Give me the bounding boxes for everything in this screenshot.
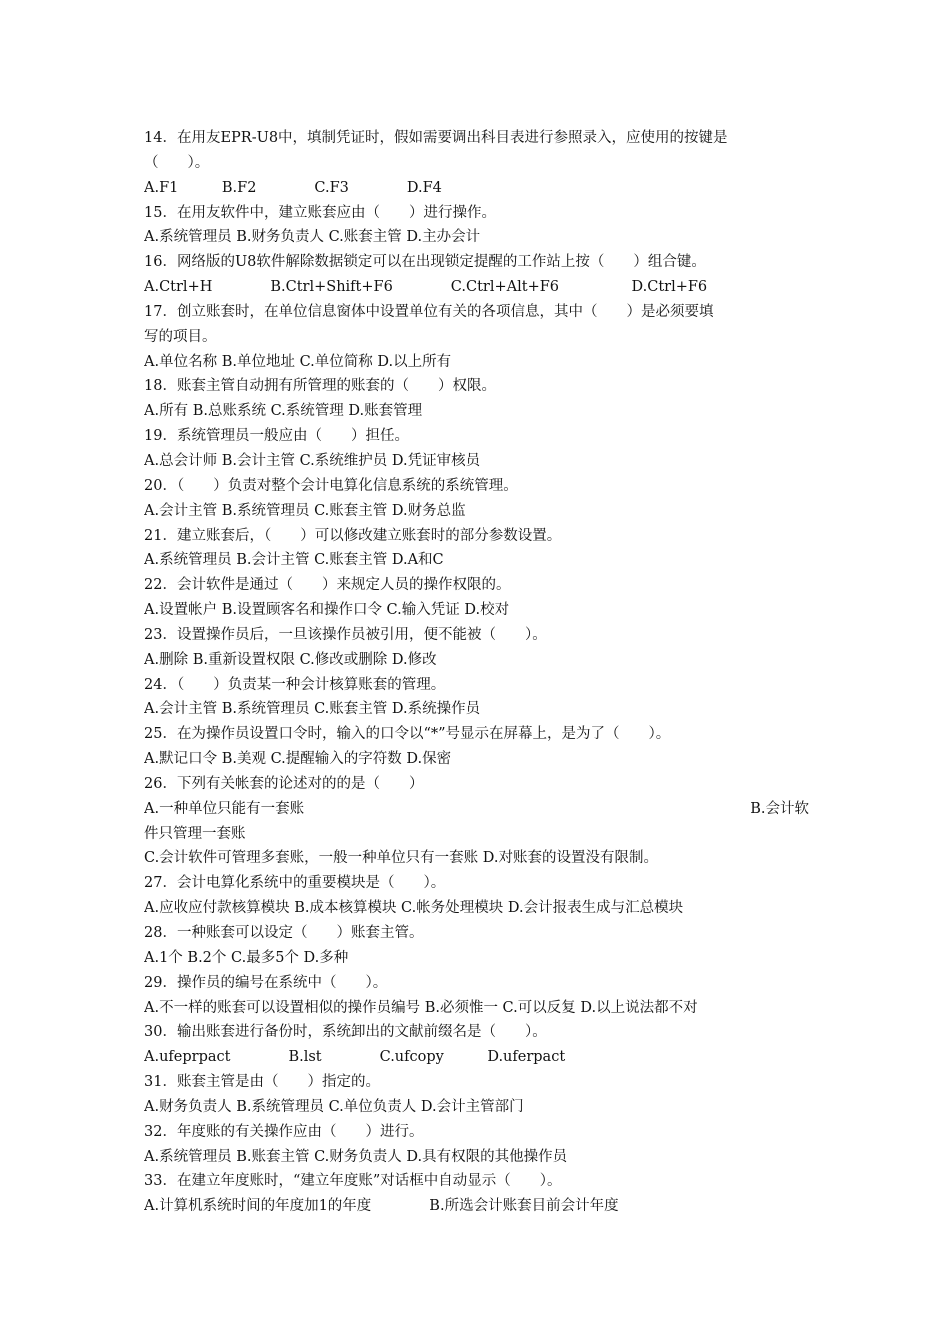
text-line: 31．账套主管是由（ ）指定的。 <box>144 1074 380 1091</box>
text-line: （ ）。 <box>144 154 210 171</box>
text-line: 件只管理一套账 <box>144 825 246 842</box>
text-line: 23．设置操作员后，一旦该操作员被引用，便不能被（ ）。 <box>144 626 547 643</box>
text-line: A.默记口令 B.美观 C.提醒输入的字符数 D.保密 <box>144 751 452 768</box>
text-line: A.会计主管 B.系统管理员 C.账套主管 D.系统操作员 <box>144 701 481 718</box>
text-line: 20．（ ）负责对整个会计电算化信息系统的系统管理。 <box>144 477 518 494</box>
text-line: A.总会计师 B.会计主管 C.系统维护员 D.凭证审核员 <box>144 452 481 469</box>
text-line: 17．创立账套时，在单位信息窗体中设置单位有关的各项信息，其中（ ）是必须要填 <box>144 303 714 320</box>
question-text-block <box>144 126 809 1219</box>
text-line: A.F1 B.F2 C.F3 D.F4 <box>144 179 442 196</box>
text-line: A.系统管理员 B.会计主管 C.账套主管 D.A和C <box>144 552 444 569</box>
text-line: A.删除 B.重新设置权限 C.修改或删除 D.修改 <box>144 651 437 668</box>
q26-option-b: B.会计软 <box>750 800 809 817</box>
text-line: A.系统管理员 B.账套主管 C.财务负责人 D.具有权限的其他操作员 <box>144 1148 568 1165</box>
text-line: A.1个 B.2个 C.最多5个 D.多种 <box>144 949 349 966</box>
text-line: 26．下列有关帐套的论述对的的是（ ） <box>144 775 424 792</box>
text-line: 24．（ ）负责某一种会计核算账套的管理。 <box>144 676 446 693</box>
text-line: 22．会计软件是通过（ ）来规定人员的操作权限的。 <box>144 577 511 594</box>
text-line: A.系统管理员 B.财务负责人 C.账套主管 D.主办会计 <box>144 229 481 246</box>
text-line: 19．系统管理员一般应由（ ）担任。 <box>144 428 409 445</box>
text-line: A.ufeprpact B.lst C.ufcopy D.uferpact <box>144 1049 566 1066</box>
text-line: 28．一种账套可以设定（ ）账套主管。 <box>144 925 424 941</box>
text-line: A.Ctrl+H B.Ctrl+Shift+F6 C.Ctrl+Alt+F6 D.Ctrl+F6 <box>144 279 708 296</box>
text-line: A.不一样的账套可以设置相似的操作员编号 B.必须惟一 C.可以反复 D.以上说法都不对 <box>144 999 698 1016</box>
text-line: 18．账套主管自动拥有所管理的账套的（ ）权限。 <box>144 378 496 395</box>
text-line: A.会计主管 B.系统管理员 C.账套主管 D.财务总监 <box>144 502 466 519</box>
text-line: A.计算机系统时间的年度加1的年度 B.所选会计账套目前会计年度 <box>144 1198 619 1215</box>
text-line: 14．在用友EPR-U8中，填制凭证时，假如需要调出科目表进行参照录入，应使用的按键是 <box>144 130 728 146</box>
text-line: A.财务负责人 B.系统管理员 C.单位负责人 D.会计主管部门 <box>144 1098 524 1115</box>
text-line: 15．在用友软件中，建立账套应由（ ）进行操作。 <box>144 204 496 221</box>
text-line: A.设置帐户 B.设置顾客名和操作口令 C.输入凭证 D.校对 <box>144 602 510 619</box>
text-line: 30．输出账套进行备份时，系统卸出的文献前缀名是（ ）。 <box>144 1024 547 1041</box>
text-line: 16．网络版的U8软件解除数据锁定可以在出现锁定提醒的工作站上按（ ）组合键。 <box>144 254 706 271</box>
text-line: 21．建立账套后，（ ）可以修改建立账套时的部分参数设置。 <box>144 527 562 544</box>
text-line: 33．在建立年度账时，“建立年度账”对话框中自动显示（ ）。 <box>144 1173 562 1190</box>
text-line: A.单位名称 B.单位地址 C.单位简称 D.以上所有 <box>144 353 452 370</box>
text-line: 27．会计电算化系统中的重要模块是（ ）。 <box>144 875 446 892</box>
text-line: 29．操作员的编号在系统中（ ）。 <box>144 974 388 991</box>
text-line: A.应收应付款核算模块 B.成本核算模块 C.帐务处理模块 D.会计报表生成与汇总模块 <box>144 900 684 917</box>
text-line: C.会计软件可管理多套账，一般一种单位只有一套账 D.对账套的设置没有限制。 <box>144 850 659 867</box>
q26-options-row <box>144 797 809 822</box>
text-line: 写的项目。 <box>144 328 217 345</box>
text-line: 32．年度账的有关操作应由（ ）进行。 <box>144 1123 424 1140</box>
text-line: A.所有 B.总账系统 C.系统管理 D.账套管理 <box>144 403 423 420</box>
text-line: 25．在为操作员设置口令时，输入的口令以“*”号显示在屏幕上，是为了（ ）。 <box>144 726 671 743</box>
q26-option-a: A.一种单位只能有一套账 <box>144 800 305 817</box>
